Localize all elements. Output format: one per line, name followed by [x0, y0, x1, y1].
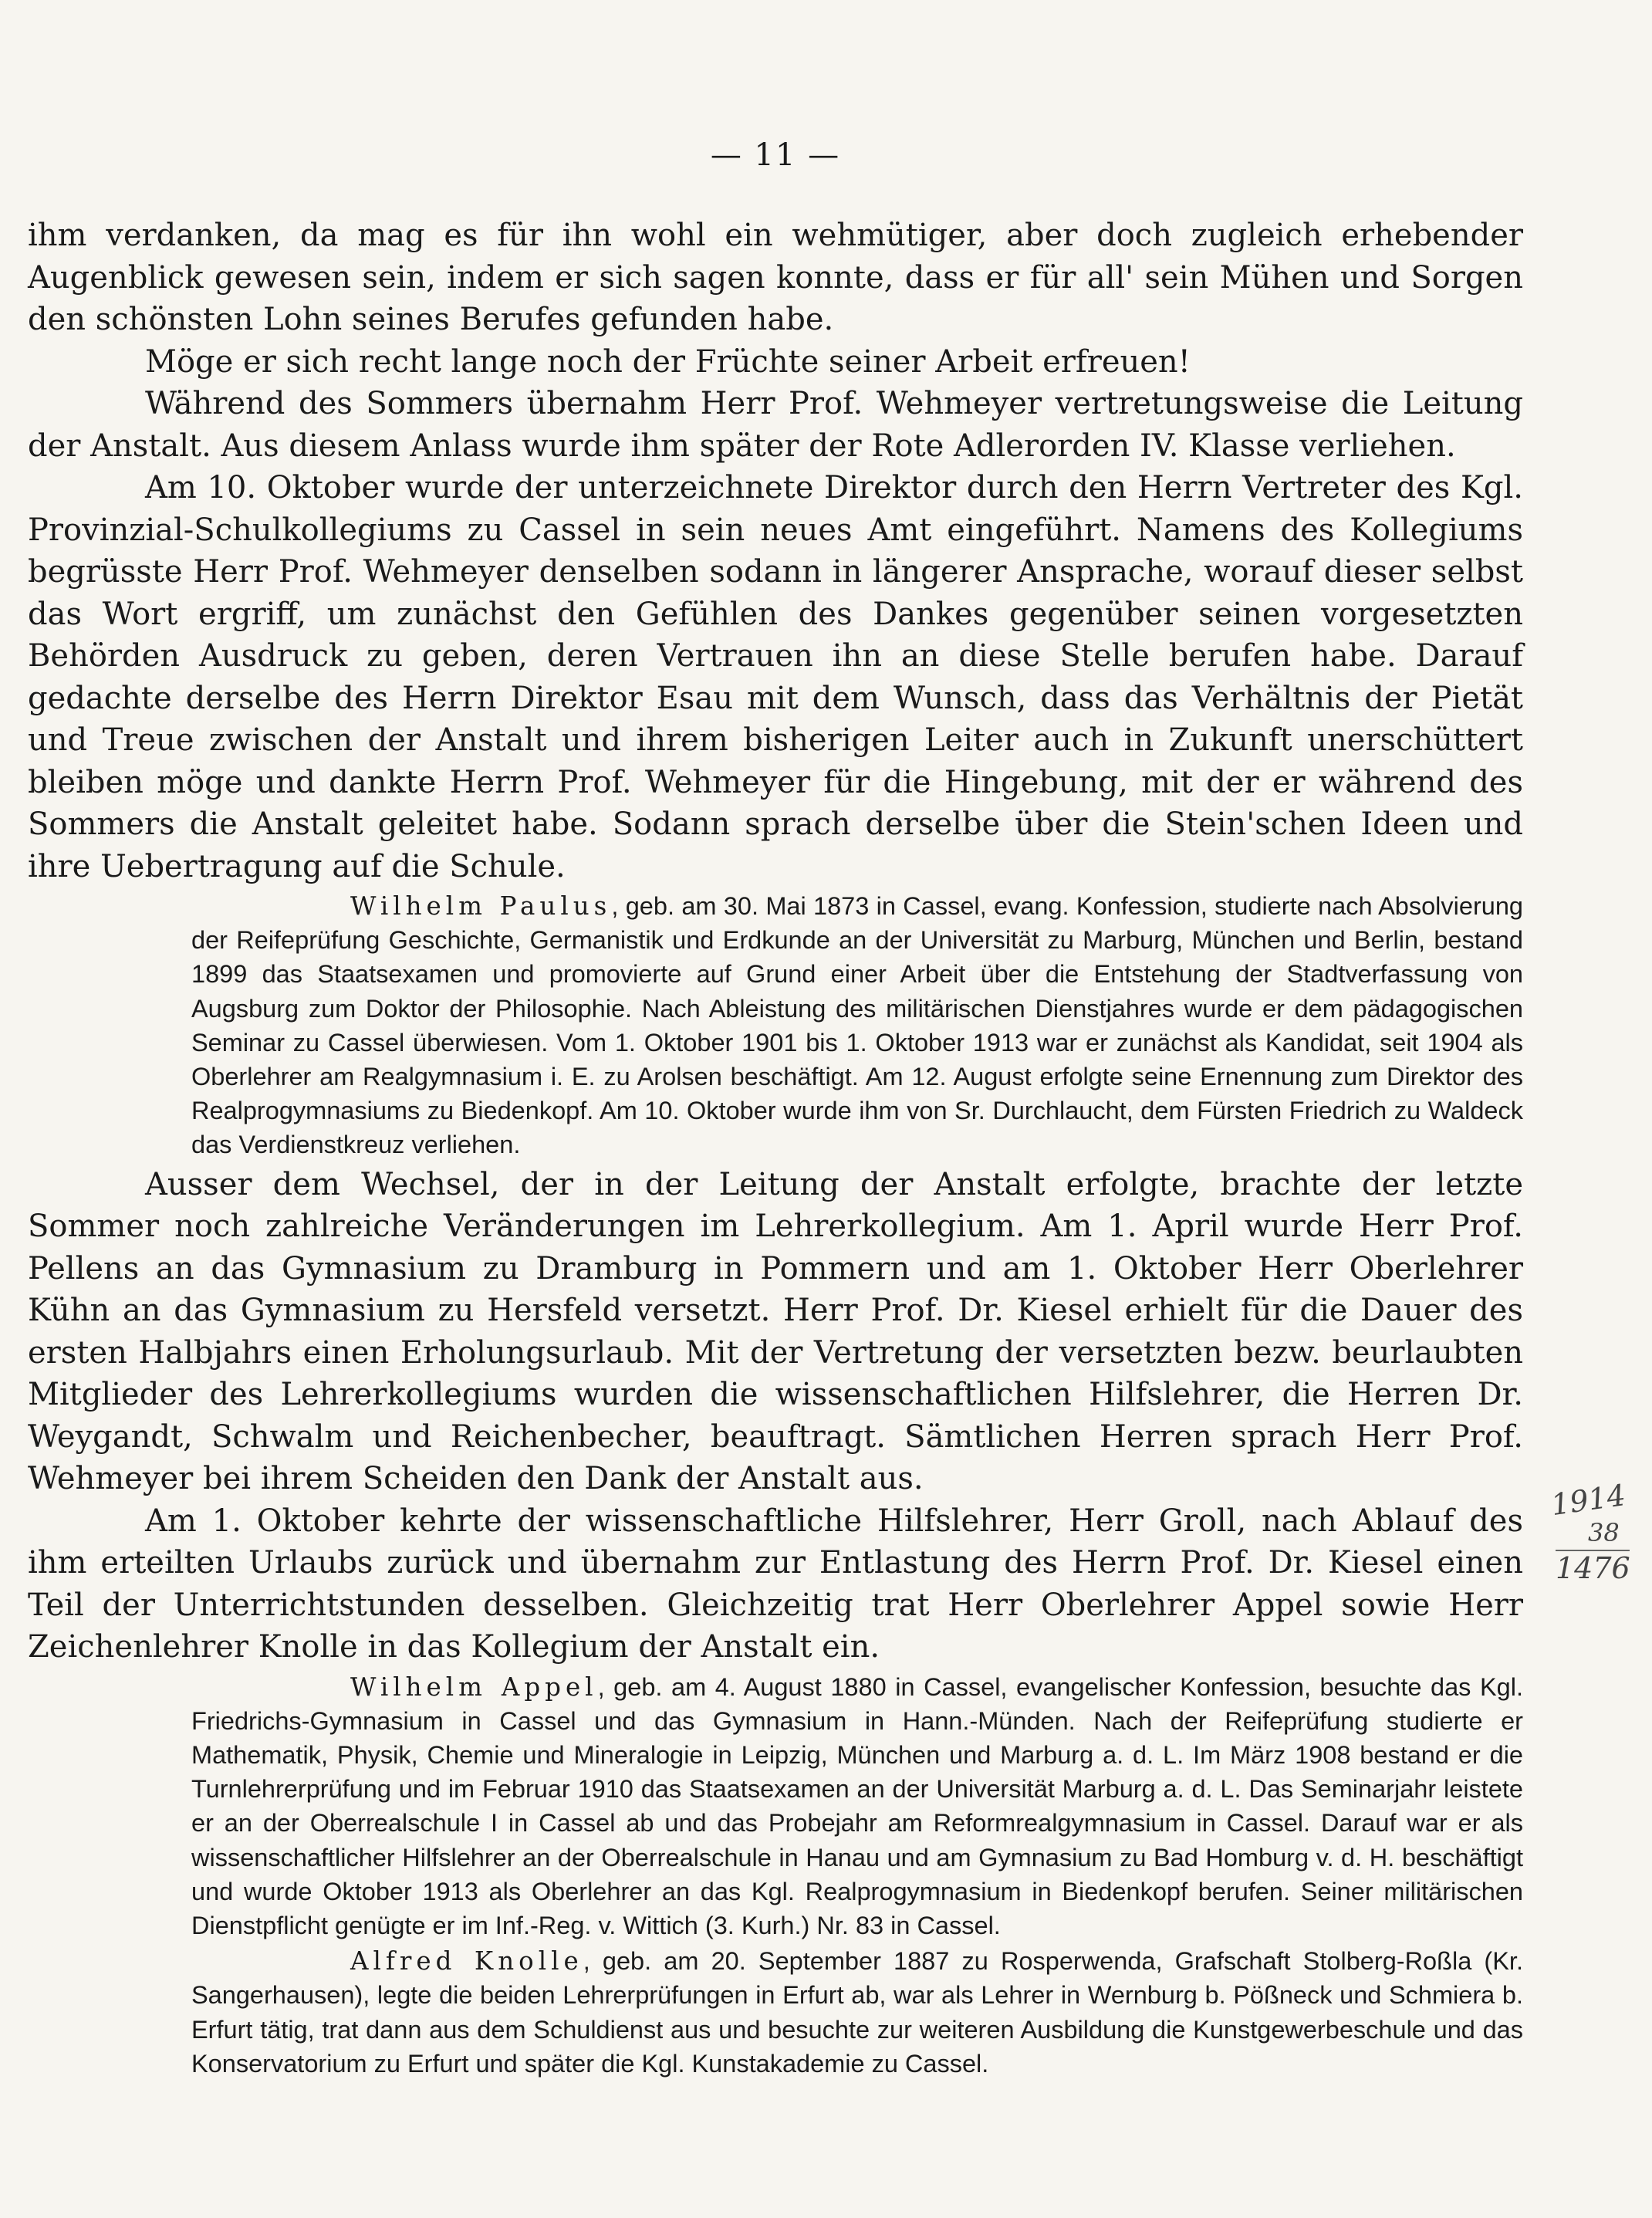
bio-name: Wilhelm Paulus: [350, 891, 612, 921]
margin-note-year: 1914: [1549, 1478, 1628, 1523]
bio-name: Wilhelm Appel: [350, 1672, 598, 1702]
paragraph-staff-changes: Ausser dem Wechsel, der in der Leitung der Anstalt erfolgte, brachte der letzte Sommer noch zahlreiche Veränderungen im Lehrerkollegium. Am 1. April wurde Herr Prof. Pellens an das Gymnasium zu Dramburg in Pommern und am 1. Oktober Herr Oberlehrer Kühn an das Gymnasium zu Hersfeld versetzt. Herr Prof. Dr. Kiesel erhielt für die Dauer des ersten Halbjahrs einen Erholungsurlaub. Mit der Vertretung der versetzten bezw. beurlaubten Mitglieder des Lehrerkollegiums wurden die wissenschaftlichen Hilfslehrer, die Herren Dr. Weygandt, Schwalm und Reichenbecher, beauftragt. Sämtlichen Herren sprach Herr Prof. Wehmeyer bei ihrem Scheiden den Dank der Anstalt aus.: [28, 1166, 1523, 1497]
page-number: — 11 —: [710, 137, 841, 173]
bio-text: , geb. am 20. September 1887 zu Rosperwenda, Grafschaft Stolberg-Roßla (Kr. Sangerhausen), legte die beiden Lehrerprüfungen in Erfurt ab, war als Lehrer in Wernburg b. Pößneck und Schmiera b. Erfurt tätig, trat dann aus dem Schuldienst aus und besuchte zur weiteren Ausbildung die Kunstgewerbeschule und das Konservatorium zu Erfurt und später die Kgl. Kunstakademie zu Cassel.: [191, 1947, 1523, 2078]
paragraph-summer-leadership: Während des Sommers übernahm Herr Prof. Wehmeyer vertretungsweise die Leitung der Anstalt. Aus diesem Anlass wurde ihm später der Rote Adlerorden IV. Klasse verliehen.: [28, 386, 1523, 464]
margin-note-number: 38: [1588, 1518, 1620, 1547]
paragraph-new-teachers: Am 1. Oktober kehrte der wissenschaftliche Hilfslehrer, Herr Groll, nach Ablauf des ihm erteilten Urlaubs zurück und übernahm zur Entlastung des Herrn Prof. Dr. Kiesel einen Teil der Unterrichtstunden desselben. Gleichzeitig trat Herr Oberlehrer Appel sowie Herr Zeichenlehrer Knolle in das Kollegium der Anstalt ein.: [28, 1503, 1523, 1665]
paragraph-wish: Möge er sich recht lange noch der Früchte seiner Arbeit erfreuen!: [145, 343, 1191, 380]
bio-text: , geb. am 4. August 1880 in Cassel, evangelischer Konfession, besuchte das Kgl. Friedrichs-Gymnasium in Cassel und das Gymnasium in Hann.-Münden. Nach der Reifeprüfung studierte er Mathematik, Physik, Chemie und Mineralogie in Leipzig, München und Marburg a. d. L. Im März 1908 bestand er die Turnlehrerprüfung und im Februar 1910 das Staatsexamen an der Universität Marburg a. d. L. Das Seminarjahr leistete er an der Oberrealschule I in Cassel ab und das Probejahr am Reformrealgymnasium in Cassel. Darauf war er als wissenschaftlicher Hilfslehrer an der Oberrealschule in Hanau und am Gymnasium zu Bad Homburg v. d. H. beschäftigt und wurde Oktober 1913 als Oberlehrer an das Kgl. Realprogymnasium in Biedenkopf berufen. Seiner militärischen Dienstpflicht genügte er im Inf.-Reg. v. Wittich (3. Kurh.) Nr. 83 in Cassel.: [191, 1672, 1523, 1940]
bio-appel: [191, 1670, 1523, 1943]
margin-note-result: 1476: [1556, 1551, 1630, 1585]
paragraph-continuation: ihm verdanken, da mag es für ihn wohl ein wehmütiger, aber doch zugleich erhebender Augenblick gewesen sein, indem er sich sagen konnte, dass er für all' sein Mühen und Sorgen den schönsten Lohn seines Berufes gefunden habe.: [28, 218, 1523, 337]
bio-paulus: [191, 889, 1523, 1162]
main-text: [28, 215, 1523, 2082]
bio-name: Alfred Knolle: [350, 1946, 583, 1976]
handwritten-margin-note: [1549, 1478, 1644, 1585]
bio-knolle: [191, 1944, 1523, 2081]
paragraph-installation: Am 10. Oktober wurde der unterzeichnete Direktor durch den Herrn Vertreter des Kgl. Provinzial-Schulkollegiums zu Cassel in sein neues Amt eingeführt. Namens des Kollegiums begrüsste Herr Prof. Wehmeyer denselben sodann in längerer Ansprache, worauf dieser selbst das Wort ergriff, um zunächst den Gefühlen des Dankes gegenüber seinen vorgesetzten Behörden Ausdruck zu geben, deren Vertrauen ihn an diese Stelle berufen habe. Darauf gedachte derselbe des Herrn Direktor Esau mit dem Wunsch, dass das Verhältnis der Pietät und Treue zwischen der Anstalt und ihrem bisherigen Leiter auch in Zukunft unerschüttert bleiben möge und dankte Herrn Prof. Wehmeyer für die Hingebung, mit der er während des Sommers die Anstalt geleitet habe. Sodann sprach derselbe über die Stein'schen Ideen und ihre Uebertragung auf die Schule.: [28, 470, 1523, 884]
bio-text: , geb. am 30. Mai 1873 in Cassel, evang. Konfession, studierte nach Absolvierung der Reifeprüfung Geschichte, Germanistik und Erdkunde an der Universität zu Marburg, München und Berlin, bestand 1899 das Staatsexamen und promovierte auf Grund einer Arbeit über die Entstehung der Stadtverfassung von Augsburg zum Doktor der Philosophie. Nach Ableistung des militärischen Dienstjahres wurde er dem pädagogischen Seminar zu Cassel überwiesen. Vom 1. Oktober 1901 bis 1. Oktober 1913 war er zunächst als Kandidat, seit 1904 als Oberlehrer am Realgymnasium i. E. zu Arolsen beschäftigt. Am 12. August erfolgte seine Ernennung zum Direktor des Realprogymnasiums zu Biedenkopf. Am 10. Oktober wurde ihm von Sr. Durchlaucht, dem Fürsten Friedrich zu Waldeck das Verdienstkreuz verliehen.: [191, 892, 1523, 1159]
